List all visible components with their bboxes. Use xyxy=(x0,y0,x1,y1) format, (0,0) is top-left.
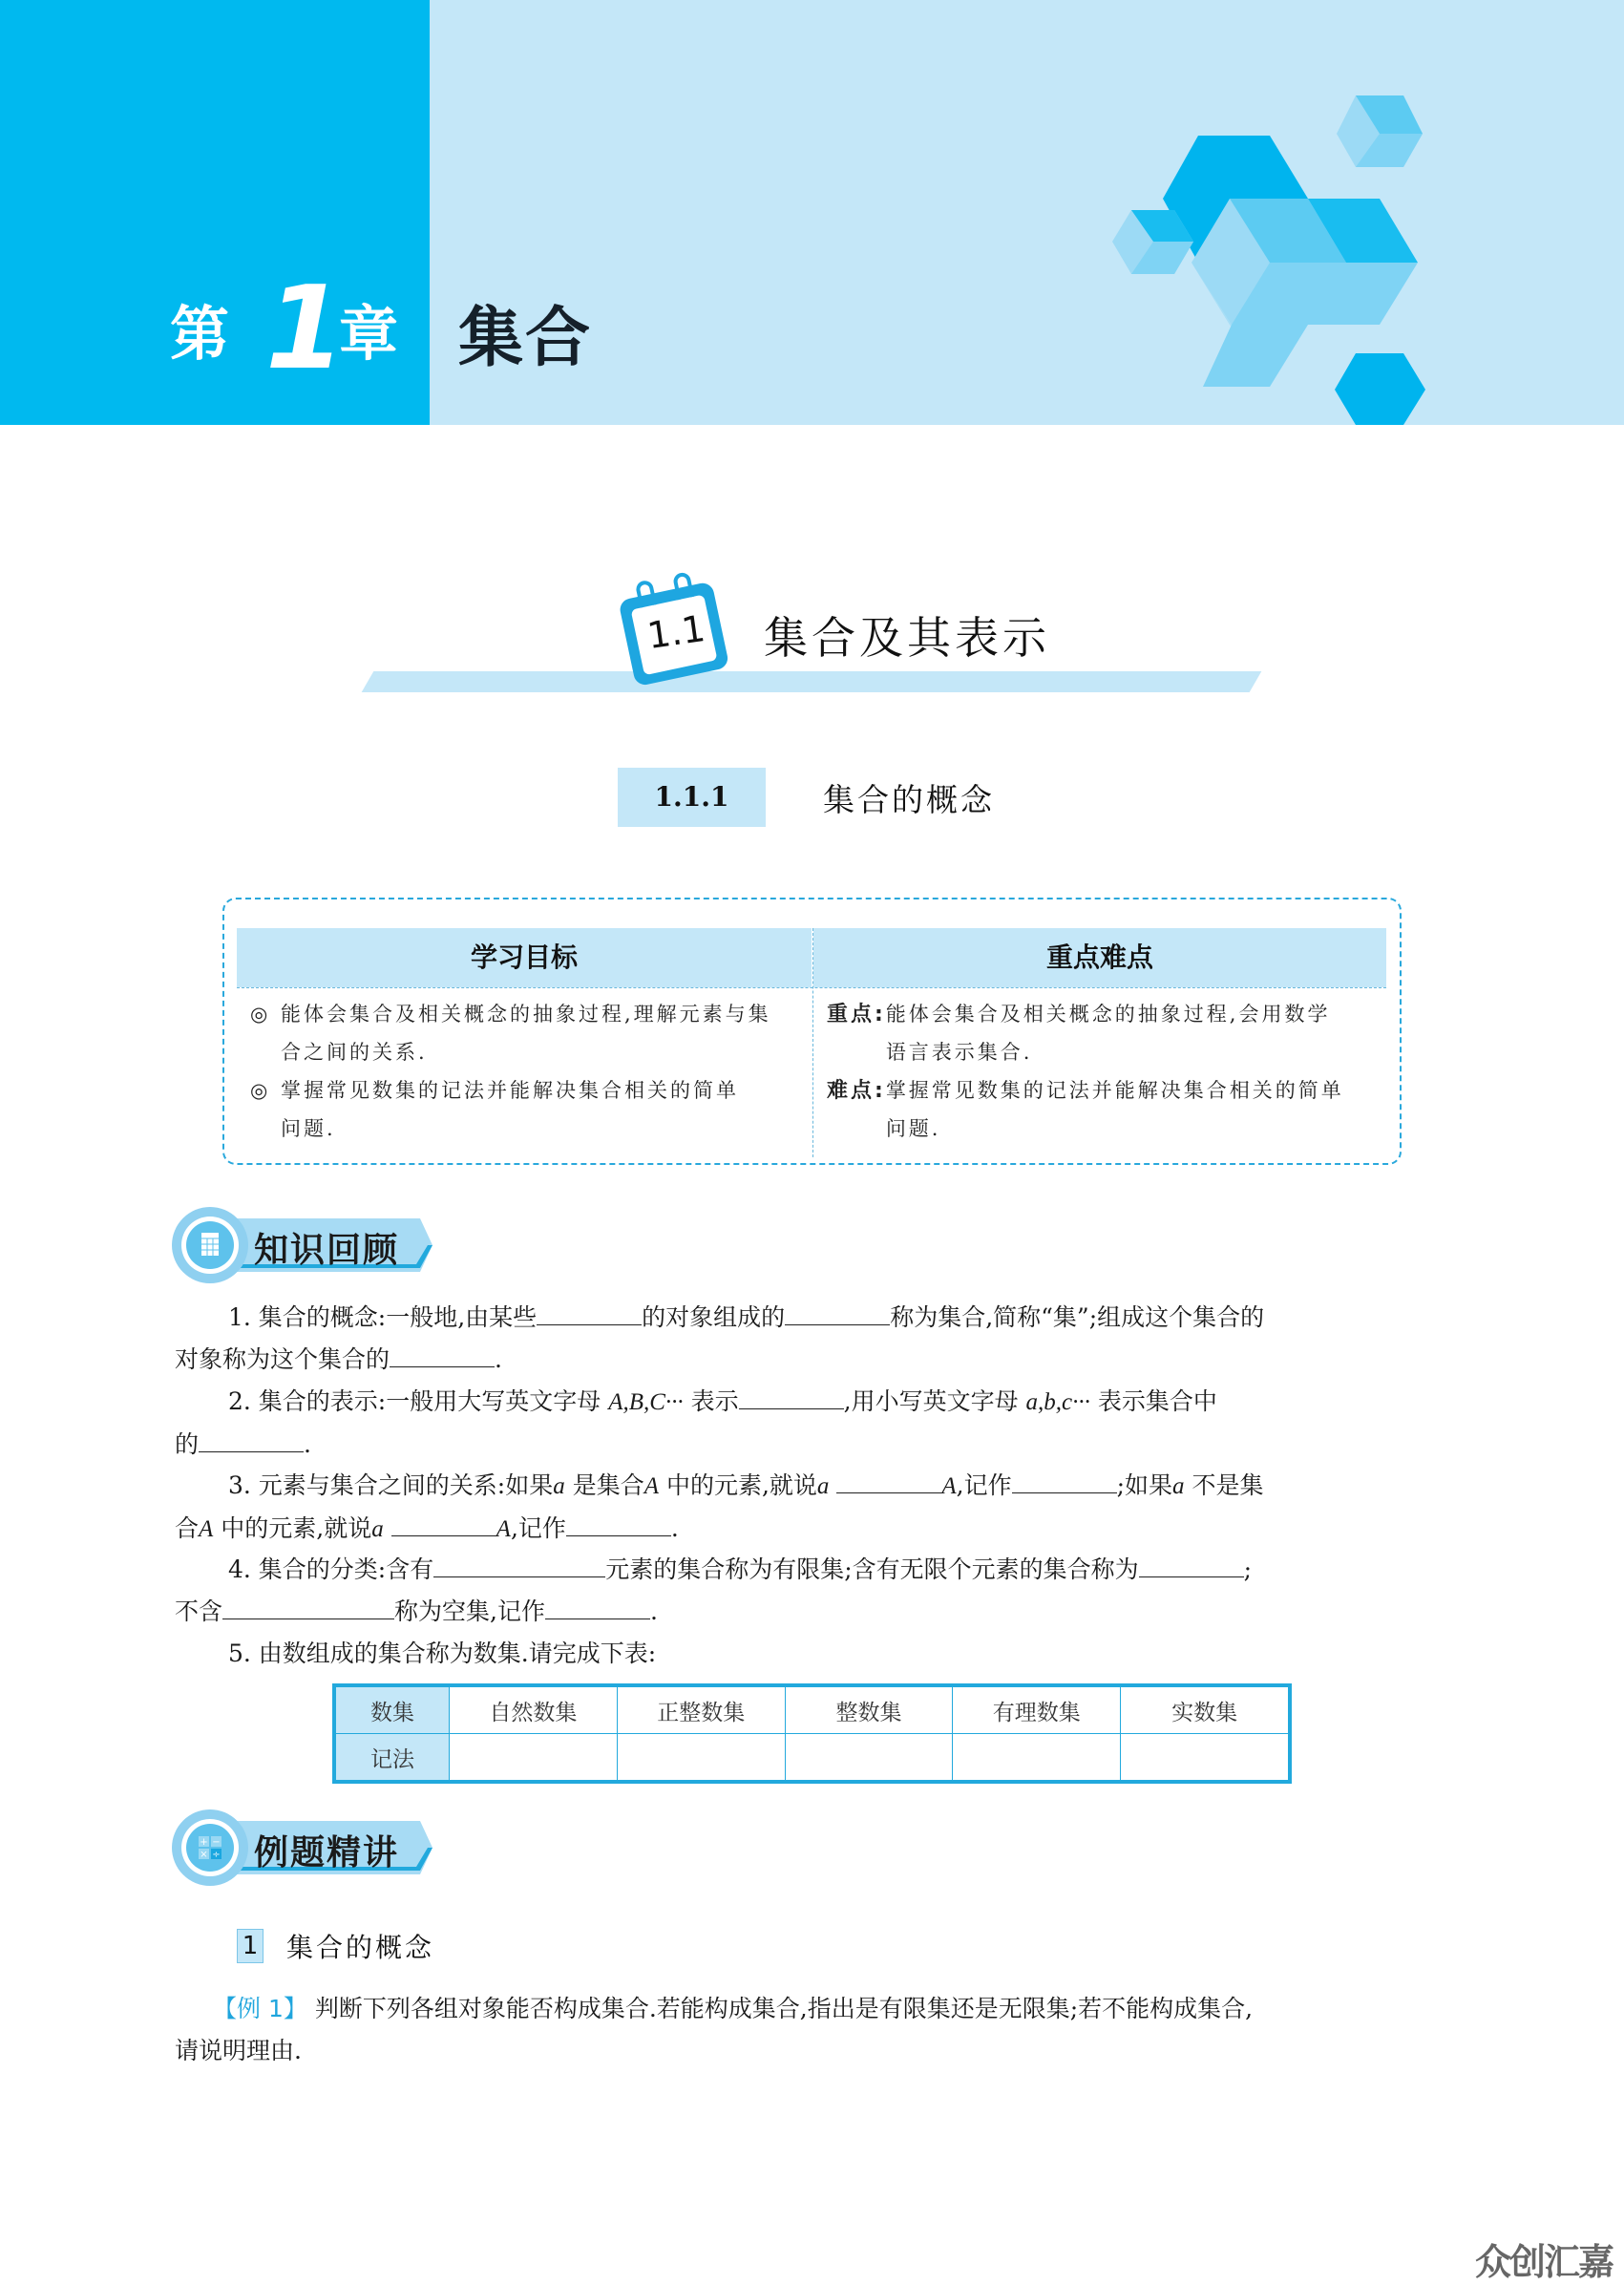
column-header: 实数集 xyxy=(1121,1685,1290,1734)
fill-blank[interactable] xyxy=(1139,1550,1244,1577)
column-header: 有理数集 xyxy=(953,1685,1121,1734)
subsection-title: 集合的概念 xyxy=(823,781,995,818)
topic-title: 集合的概念 xyxy=(286,1932,435,1963)
table-row xyxy=(334,1734,1290,1783)
svg-text:÷: ÷ xyxy=(212,1850,221,1860)
learning-goal-item: ◎ 能体会集合及相关概念的抽象过程,理解元素与集 合之间的关系. xyxy=(250,995,809,1071)
column-header: 整数集 xyxy=(785,1685,953,1734)
learning-goals-list xyxy=(250,995,809,1148)
topic-number-box: 1 xyxy=(237,1929,264,1963)
fill-blank[interactable] xyxy=(222,1592,394,1619)
key-points-heading: 重点难点 xyxy=(813,928,1386,987)
notation-cell[interactable] xyxy=(617,1734,785,1783)
section-number: 1.1 xyxy=(644,607,708,657)
fill-blank[interactable] xyxy=(391,1509,496,1536)
review-item-3: 3. 元素与集合之间的关系:如果a 是集合A 中的元素,就说a A,记作 ;如果a 不是集 合A 中的元素,就说a A,记作 . xyxy=(175,1465,1449,1551)
review-pill-label: 知识回顾 xyxy=(254,1231,400,1270)
number-sets-table xyxy=(332,1683,1292,1784)
fill-blank[interactable] xyxy=(1012,1466,1117,1493)
review-item-4: 4. 集合的分类:含有 元素的集合称为有限集;含有无限个元素的集合称为 ; 不含 称为空集,记作 . xyxy=(175,1549,1449,1633)
fill-blank[interactable] xyxy=(390,1340,495,1367)
fill-blank[interactable] xyxy=(537,1298,642,1325)
section-title: 集合及其表示 xyxy=(764,612,1050,664)
example-1: 【例 1】 判断下列各组对象能否构成集合.若能构成集合,指出是有限集还是无限集;若不能构成集合, 请说明理由. xyxy=(175,1995,1254,2064)
key-point-label: 重点: xyxy=(827,1003,886,1026)
svg-text:×: × xyxy=(200,1850,208,1860)
difficulty-item: 难点:掌握常见数集的记法并能解决集合相关的简单 问题. xyxy=(827,1079,1344,1140)
column-header: 自然数集 xyxy=(450,1685,618,1734)
fill-blank[interactable] xyxy=(836,1466,941,1493)
column-header: 正整数集 xyxy=(617,1685,785,1734)
fill-blank[interactable] xyxy=(433,1550,605,1577)
objectives-divider-vertical xyxy=(812,928,813,1157)
review-item-2: 2. 集合的表示:一般用大写英文字母 A,B,C··· 表示 ,用小写英文字母 a,b,c··· 表示集合中 的 . xyxy=(175,1381,1449,1466)
chapter-title: 集合 xyxy=(458,301,593,376)
subsection-number: 1.1.1 xyxy=(654,781,729,813)
fill-blank[interactable] xyxy=(566,1509,671,1536)
chapter-number: 1 xyxy=(265,263,346,395)
learning-goal-item: ◎ 掌握常见数集的记法并能解决集合相关的简单 问题. xyxy=(250,1071,809,1148)
table-row xyxy=(334,1685,1290,1734)
example-1-tag: 【例 1】 xyxy=(213,1995,307,2022)
watermark-logo: 众创汇嘉 xyxy=(1475,2241,1613,2283)
fill-blank[interactable] xyxy=(785,1298,890,1325)
chapter-suffix: 章 xyxy=(339,299,399,369)
notation-cell[interactable] xyxy=(450,1734,618,1783)
difficulty-label: 难点: xyxy=(827,1079,886,1103)
spreadsheet-icon xyxy=(201,1233,219,1256)
fill-blank[interactable] xyxy=(199,1425,304,1452)
review-item-5: 5. 由数组成的集合称为数集.请完成下表: xyxy=(228,1640,657,1667)
svg-text:−: − xyxy=(212,1837,221,1848)
learning-goals-heading: 学习目标 xyxy=(237,928,812,987)
row-header: 数集 xyxy=(334,1685,450,1734)
double-circle-bullet-icon: ◎ xyxy=(250,1003,271,1026)
notation-cell[interactable] xyxy=(785,1734,953,1783)
fill-blank[interactable] xyxy=(739,1382,844,1409)
row-header: 记法 xyxy=(334,1734,450,1783)
section-title-band xyxy=(362,671,1262,692)
key-point-item: 重点:能体会集合及相关概念的抽象过程,会用数学 语言表示集合. xyxy=(827,1003,1331,1064)
decorative-cubes-icon xyxy=(1107,86,1470,425)
review-item-1: 1. 集合的概念:一般地,由某些 的对象组成的 称为集合,简称“集”;组成这个集合的 对象称为这个集合的 . xyxy=(175,1297,1449,1381)
notation-cell[interactable] xyxy=(1121,1734,1290,1783)
key-points-list xyxy=(827,995,1385,1148)
examples-pill-label: 例题精讲 xyxy=(254,1833,400,1872)
chapter-prefix: 第 xyxy=(170,299,232,369)
double-circle-bullet-icon: ◎ xyxy=(250,1079,271,1102)
svg-text:+: + xyxy=(200,1837,208,1848)
fill-blank[interactable] xyxy=(545,1592,650,1619)
notation-cell[interactable] xyxy=(953,1734,1121,1783)
objectives-divider-horizontal xyxy=(237,987,1386,988)
